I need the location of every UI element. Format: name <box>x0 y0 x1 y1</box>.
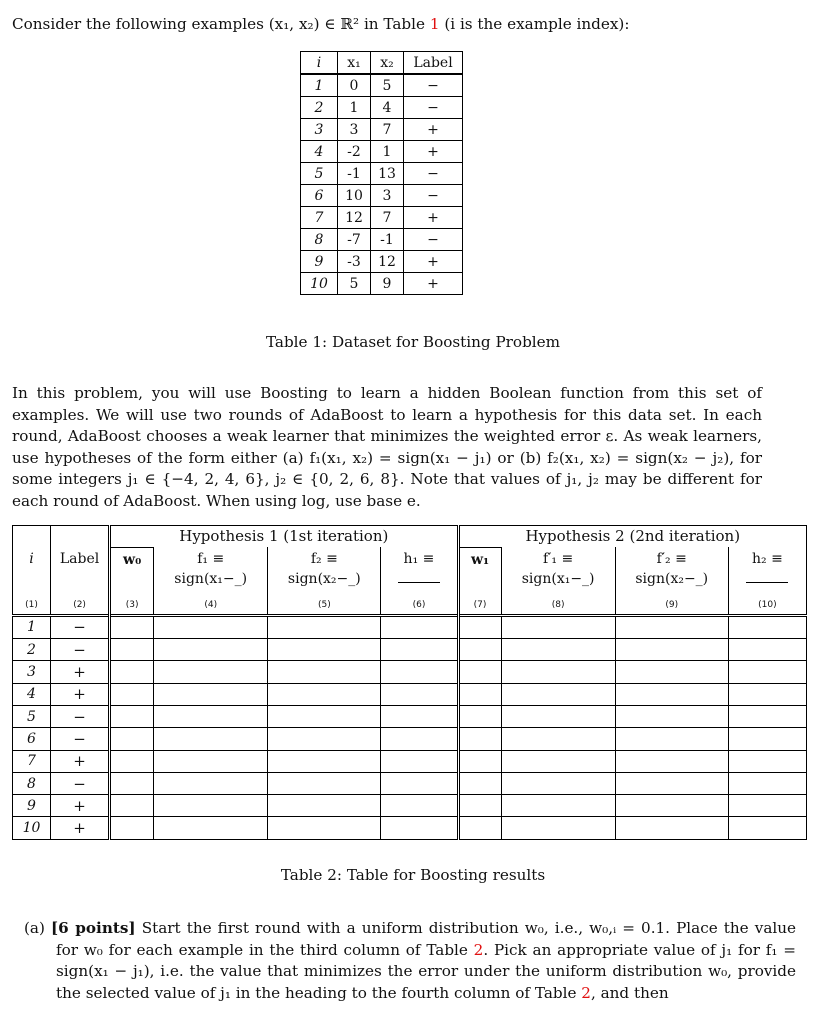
row-label: − <box>404 163 463 185</box>
column-number: (2) <box>51 596 110 616</box>
row-index: 3 <box>301 119 338 141</box>
empty-answer-cell <box>268 683 381 705</box>
boosting-results-body <box>13 615 807 839</box>
empty-answer-cell <box>381 817 458 839</box>
row-label: + <box>404 251 463 273</box>
col-w1-label: w₁ <box>470 551 490 568</box>
row-index: 6 <box>301 185 338 207</box>
empty-answer-cell <box>615 795 728 817</box>
result-row-label: − <box>51 728 110 750</box>
col-h1-header <box>381 547 458 596</box>
empty-answer-cell <box>268 615 381 638</box>
question-a-marker: (a) <box>24 919 45 937</box>
col-h2-header <box>728 547 806 596</box>
empty-answer-cell <box>501 817 615 839</box>
boosting-results-table <box>12 525 807 840</box>
empty-answer-cell <box>501 795 615 817</box>
result-row <box>13 705 807 727</box>
empty-answer-cell <box>154 728 268 750</box>
empty-answer-cell <box>381 772 458 794</box>
row-x1: 10 <box>338 185 371 207</box>
empty-answer-cell <box>110 817 154 839</box>
row-label: + <box>404 141 463 163</box>
result-row-label: + <box>51 817 110 839</box>
empty-answer-cell <box>458 683 501 705</box>
empty-answer-cell <box>154 683 268 705</box>
h2-blank-line <box>746 572 788 583</box>
empty-answer-cell <box>110 705 154 727</box>
empty-answer-cell <box>110 639 154 661</box>
empty-answer-cell <box>728 639 806 661</box>
col-f1p-bottom: sign(x₁−_) <box>521 571 595 588</box>
result-row-label: − <box>51 639 110 661</box>
row-x2: 4 <box>371 97 404 119</box>
result-row-index: 10 <box>13 817 51 839</box>
empty-answer-cell <box>501 683 615 705</box>
intro-paragraph: Consider the following examples (x₁, x₂) ∈ ℝ² in Table 1 (i is the example index): <box>12 15 630 33</box>
hypothesis1-group: Hypothesis 1 (1st iteration) <box>110 526 458 548</box>
empty-answer-cell <box>381 750 458 772</box>
row-index: 2 <box>301 97 338 119</box>
empty-answer-cell <box>154 639 268 661</box>
col-f2-bottom: sign(x₂−_) <box>287 571 361 588</box>
empty-answer-cell <box>458 705 501 727</box>
dataset-row <box>301 185 463 207</box>
row-label: − <box>404 74 463 97</box>
column-number: (6) <box>381 596 458 616</box>
row-label: + <box>404 207 463 229</box>
table1-caption: Table 1: Dataset for Boosting Problem <box>265 333 561 351</box>
col-i-label: i <box>29 551 34 568</box>
row-index: 7 <box>301 207 338 229</box>
row-index: 5 <box>301 163 338 185</box>
empty-answer-cell <box>458 661 501 683</box>
row-index: 10 <box>301 273 338 295</box>
row-x2: 7 <box>371 207 404 229</box>
empty-answer-cell <box>381 705 458 727</box>
col-f2p-top: f′₂ ≡ <box>656 551 687 568</box>
empty-answer-cell <box>728 661 806 683</box>
column-number-row <box>13 596 807 616</box>
row-x2: 12 <box>371 251 404 273</box>
result-row-label: + <box>51 683 110 705</box>
problem-paragraph: In this problem, you will use Boosting to learn a hidden Boolean function from this set of examples. We will use two rounds of AdaBoost to learn a hypothesis for this data set. In each round, AdaBoost chooses a weak learner that minimizes the weighted error ε. As weak learners, use hypotheses of the form either (a) f₁(x₁, x₂) = sign(x₁ − j₁) or (b) f₂(x₁, x₂) = sign(x₂ − j₂), for some integers j₁ ∈ {−4, 2, 4, 6}, j₂ ∈ {0, 2, 6, 8}. Note that values of j₁, j₂ may be different for each round of AdaBoost. When using log, use base e. <box>12 384 762 510</box>
empty-answer-cell <box>110 683 154 705</box>
row-label: + <box>404 273 463 295</box>
row-x1: -2 <box>338 141 371 163</box>
row-index: 9 <box>301 251 338 273</box>
empty-answer-cell <box>501 772 615 794</box>
result-row-index: 8 <box>13 772 51 794</box>
col-f1p-top: f′₁ ≡ <box>543 551 574 568</box>
row-index: 4 <box>301 141 338 163</box>
empty-answer-cell <box>458 615 501 638</box>
col-f2p-bottom: sign(x₂−_) <box>635 571 709 588</box>
empty-answer-cell <box>154 615 268 638</box>
row-x1: 5 <box>338 273 371 295</box>
row-label: − <box>404 185 463 207</box>
col-f2-header <box>268 547 381 596</box>
empty-answer-cell <box>110 728 154 750</box>
column-number: (4) <box>154 596 268 616</box>
result-row <box>13 795 807 817</box>
empty-answer-cell <box>268 661 381 683</box>
empty-answer-cell <box>110 615 154 638</box>
empty-answer-cell <box>381 639 458 661</box>
hypothesis2-group: Hypothesis 2 (2nd iteration) <box>458 526 806 548</box>
empty-answer-cell <box>154 750 268 772</box>
result-row <box>13 661 807 683</box>
col-i-header: i <box>301 52 338 75</box>
empty-answer-cell <box>154 817 268 839</box>
empty-answer-cell <box>458 795 501 817</box>
result-row-index: 1 <box>13 615 51 638</box>
row-label: − <box>404 97 463 119</box>
empty-answer-cell <box>110 795 154 817</box>
row-x1: 0 <box>338 74 371 97</box>
col-f1p-header <box>501 547 615 596</box>
result-row <box>13 817 807 839</box>
column-number: (3) <box>110 596 154 616</box>
col-w0-label: w₀ <box>123 551 142 568</box>
empty-answer-cell <box>154 795 268 817</box>
result-row-label: − <box>51 705 110 727</box>
empty-answer-cell <box>458 817 501 839</box>
row-label: − <box>404 229 463 251</box>
empty-answer-cell <box>268 817 381 839</box>
row-index: 1 <box>301 74 338 97</box>
row-x2: 5 <box>371 74 404 97</box>
empty-answer-cell <box>268 705 381 727</box>
empty-answer-cell <box>615 817 728 839</box>
col-f1-header <box>154 547 268 596</box>
table-reference[interactable]: 2 <box>473 940 484 959</box>
result-row-index: 5 <box>13 705 51 727</box>
row-x2: 7 <box>371 119 404 141</box>
result-row <box>13 728 807 750</box>
result-row-label: − <box>51 772 110 794</box>
col-h2-top: h₂ ≡ <box>752 551 783 568</box>
empty-answer-cell <box>268 772 381 794</box>
dataset-row <box>301 163 463 185</box>
col-f1-bottom: sign(x₁−_) <box>174 571 248 588</box>
result-row-index: 7 <box>13 750 51 772</box>
empty-answer-cell <box>615 683 728 705</box>
result-row <box>13 615 807 638</box>
empty-answer-cell <box>268 639 381 661</box>
col-label-header: Label <box>404 52 463 75</box>
empty-answer-cell <box>381 728 458 750</box>
row-label: + <box>404 119 463 141</box>
column-number: (5) <box>268 596 381 616</box>
table-reference[interactable]: 1 <box>429 15 440 33</box>
empty-answer-cell <box>615 661 728 683</box>
row-x1: -3 <box>338 251 371 273</box>
dataset-row <box>301 207 463 229</box>
empty-answer-cell <box>458 639 501 661</box>
col-h1-top: h₁ ≡ <box>403 551 435 568</box>
result-row-index: 4 <box>13 683 51 705</box>
empty-answer-cell <box>458 750 501 772</box>
empty-answer-cell <box>728 817 806 839</box>
empty-answer-cell <box>110 750 154 772</box>
empty-answer-cell <box>458 728 501 750</box>
empty-answer-cell <box>110 772 154 794</box>
empty-answer-cell <box>728 683 806 705</box>
empty-answer-cell <box>154 772 268 794</box>
dataset-table-body <box>301 74 463 295</box>
row-x1: 12 <box>338 207 371 229</box>
empty-answer-cell <box>154 661 268 683</box>
group-header-row <box>13 526 807 548</box>
col-x1-header: x₁ <box>338 52 371 75</box>
table2-caption: Table 2: Table for Boosting results <box>280 866 546 884</box>
col-label-label: Label <box>51 547 110 596</box>
result-row <box>13 683 807 705</box>
dataset-row <box>301 74 463 97</box>
column-number: (1) <box>13 596 51 616</box>
result-row <box>13 639 807 661</box>
row-x1: -7 <box>338 229 371 251</box>
column-number: (8) <box>501 596 615 616</box>
dataset-row <box>301 273 463 295</box>
row-x2: 1 <box>371 141 404 163</box>
empty-answer-cell <box>615 639 728 661</box>
column-number: (10) <box>728 596 806 616</box>
empty-answer-cell <box>501 615 615 638</box>
empty-answer-cell <box>615 705 728 727</box>
empty-answer-cell <box>728 750 806 772</box>
empty-answer-cell <box>615 615 728 638</box>
col-f1-top: f₁ ≡ <box>197 551 225 568</box>
empty-answer-cell <box>501 661 615 683</box>
col-x2-header: x₂ <box>371 52 404 75</box>
empty-answer-cell <box>154 705 268 727</box>
column-number: (7) <box>458 596 501 616</box>
row-x1: 1 <box>338 97 371 119</box>
dataset-row <box>301 97 463 119</box>
result-row-index: 3 <box>13 661 51 683</box>
empty-answer-cell <box>728 772 806 794</box>
empty-answer-cell <box>728 615 806 638</box>
result-row-index: 6 <box>13 728 51 750</box>
dataset-row <box>301 119 463 141</box>
row-x1: 3 <box>338 119 371 141</box>
empty-answer-cell <box>110 661 154 683</box>
result-row-label: + <box>51 661 110 683</box>
row-x2: 9 <box>371 273 404 295</box>
row-x1: -1 <box>338 163 371 185</box>
empty-answer-cell <box>615 750 728 772</box>
empty-answer-cell <box>381 683 458 705</box>
column-header-row <box>13 547 807 596</box>
row-x2: -1 <box>371 229 404 251</box>
result-row <box>13 750 807 772</box>
result-row-label: + <box>51 750 110 772</box>
row-x2: 13 <box>371 163 404 185</box>
empty-answer-cell <box>728 728 806 750</box>
question-a <box>24 918 796 1004</box>
empty-answer-cell <box>501 750 615 772</box>
result-row <box>13 772 807 794</box>
empty-answer-cell <box>268 750 381 772</box>
empty-answer-cell <box>458 772 501 794</box>
dataset-table-header <box>301 52 463 75</box>
empty-answer-cell <box>268 728 381 750</box>
column-number: (9) <box>615 596 728 616</box>
empty-answer-cell <box>501 639 615 661</box>
empty-answer-cell <box>381 661 458 683</box>
row-x2: 3 <box>371 185 404 207</box>
dataset-table <box>300 51 463 295</box>
empty-answer-cell <box>381 795 458 817</box>
result-row-label: − <box>51 615 110 638</box>
result-row-index: 2 <box>13 639 51 661</box>
dataset-row <box>301 229 463 251</box>
row-index: 8 <box>301 229 338 251</box>
table-reference[interactable]: 2 <box>581 983 591 1002</box>
question-a-text: Start the first round with a uniform distribution w₀, i.e., w₀,ᵢ = 0.1. Place the value for w₀ for each example in the third column of Table 2. Pick an appropriate value of j₁ for f₁ = sign(x₁ − j₁), i.e. the value that minimizes the error under the uniform distribution w₀, provide the selected value of j₁ in the heading to the fourth column of Table 2, and then <box>56 919 797 1002</box>
h1-blank-line <box>398 572 440 583</box>
empty-answer-cell <box>381 615 458 638</box>
empty-answer-cell <box>501 705 615 727</box>
question-a-points: [6 points] <box>51 919 136 937</box>
empty-answer-cell <box>615 772 728 794</box>
empty-answer-cell <box>728 795 806 817</box>
empty-answer-cell <box>501 728 615 750</box>
dataset-row <box>301 251 463 273</box>
empty-answer-cell <box>615 728 728 750</box>
col-f2-top: f₂ ≡ <box>310 551 338 568</box>
dataset-row <box>301 141 463 163</box>
result-row-label: + <box>51 795 110 817</box>
col-f2p-header <box>615 547 728 596</box>
empty-answer-cell <box>268 795 381 817</box>
result-row-index: 9 <box>13 795 51 817</box>
empty-answer-cell <box>728 705 806 727</box>
